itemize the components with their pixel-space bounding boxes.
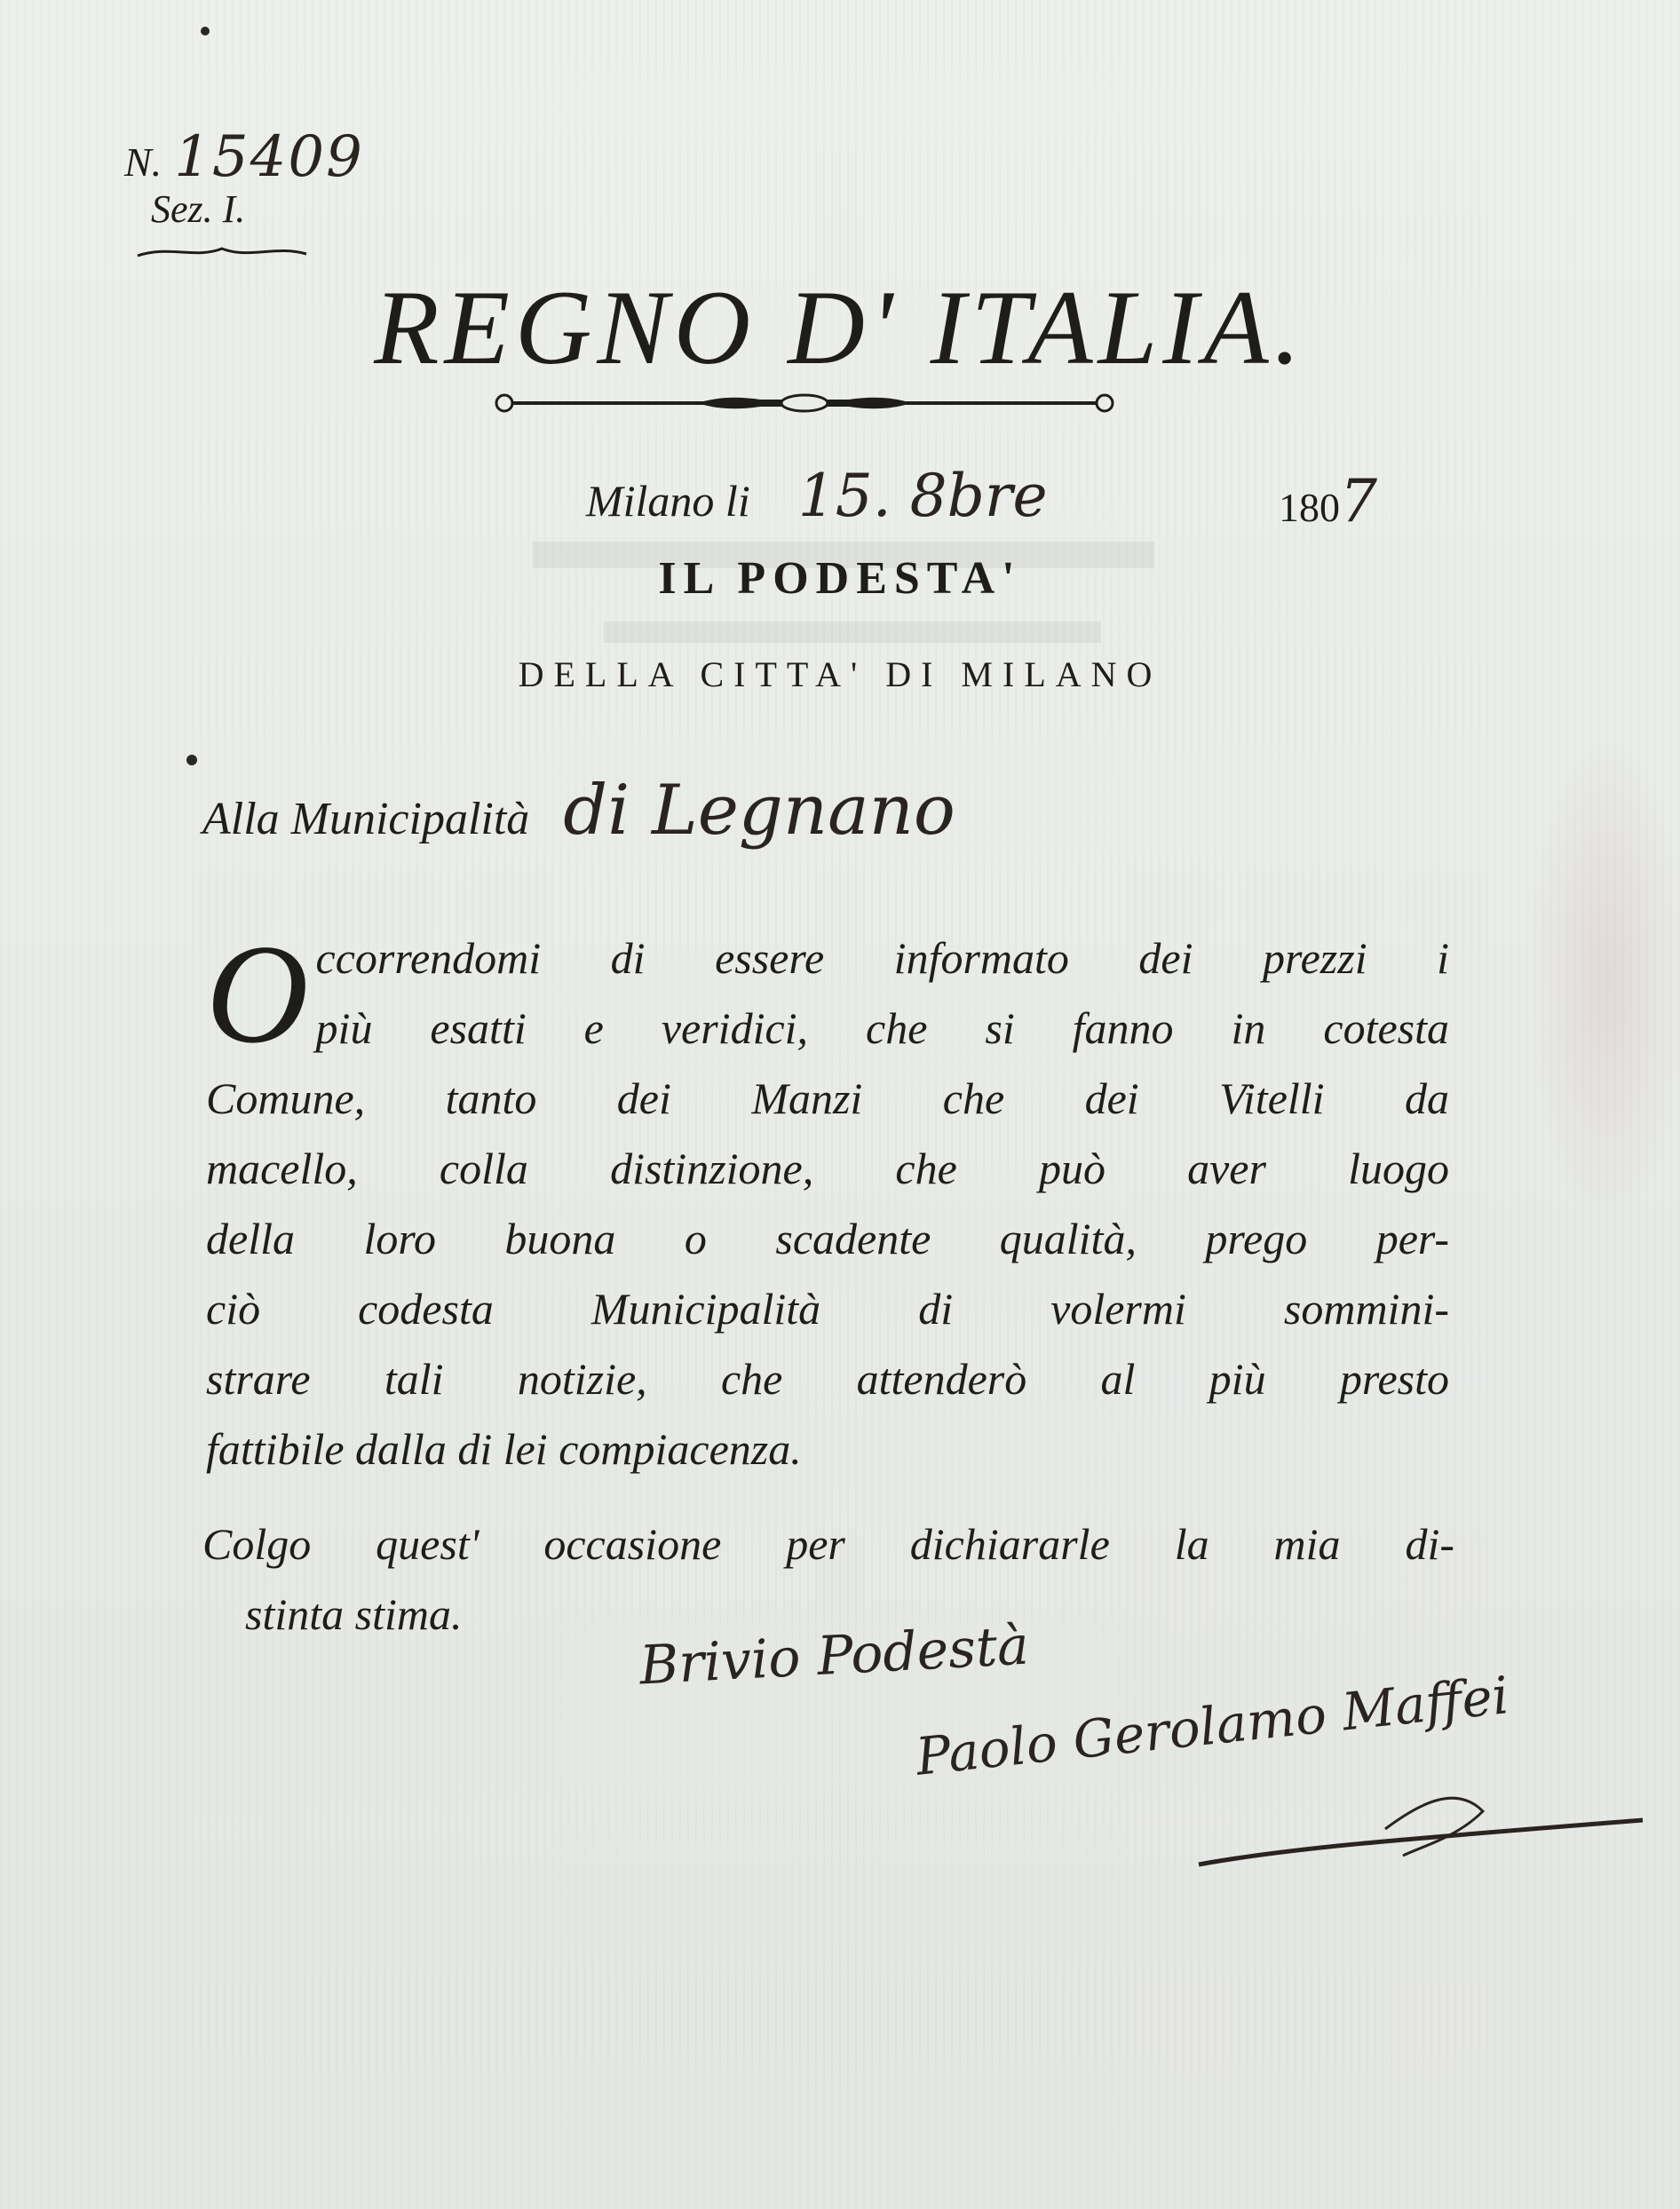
ornamental-rule [494, 384, 1115, 423]
body-line: ccorrendomi di essere informato dei prezzi i [315, 933, 1449, 983]
protocol-label: N. [124, 139, 162, 185]
year-field [1279, 467, 1377, 535]
kingdom-heading: REGNO D' ITALIA. [374, 268, 1306, 386]
section-label: Sez. I. [151, 187, 246, 231]
addressee-line [202, 771, 955, 851]
place-date-line [586, 462, 1474, 535]
letter-body [206, 914, 1449, 1485]
body-line: della loro buona o scadente qualità, prego per- [206, 1214, 1449, 1263]
printed-year: 180 [1279, 485, 1340, 530]
body-line: macello, colla distinzione, che può aver luogo [206, 1144, 1449, 1193]
issuer-subtitle: DELLA CITTA' DI MILANO [518, 654, 1162, 694]
protocol-handwritten-number: 15409 [174, 124, 364, 190]
body-line: Comune, tanto dei Manzi che dei Vitelli da [206, 1073, 1449, 1123]
signature-flourish [1190, 1776, 1652, 1882]
signature-secretary: Paolo Gerolamo Maffei [913, 1665, 1512, 1787]
handwritten-year-digit: 7 [1340, 467, 1377, 535]
signature-podesta: Brivio Podestà [638, 1614, 1031, 1698]
section-flourish [133, 240, 311, 266]
ink-speck [186, 755, 197, 765]
closing-line: Colgo quest' occasione per dichiararle la mia di- [202, 1519, 1454, 1569]
drop-cap: O [206, 914, 309, 1073]
handwritten-date: 15. 8bre [797, 462, 1048, 530]
place-label: Milano li [586, 476, 750, 526]
body-line: fattibile dalla di lei compiacenza. [206, 1424, 802, 1474]
protocol-number [124, 124, 364, 190]
addressee-label: Alla Municipalità [202, 794, 530, 844]
issuer-title: IL PODESTA' [658, 553, 1022, 604]
paper-stain [1527, 728, 1680, 1225]
body-line: strare tali notizie, che attenderò al più presto [206, 1354, 1449, 1404]
ink-speck [201, 27, 210, 36]
addressee-handwritten: di Legnano [563, 771, 955, 851]
closing-line: stinta stima. [245, 1589, 463, 1639]
body-line: ciò codesta Municipalità di volermi sommini- [206, 1284, 1449, 1334]
body-line: più esatti e veridici, che si fanno in cotesta [315, 1003, 1449, 1053]
